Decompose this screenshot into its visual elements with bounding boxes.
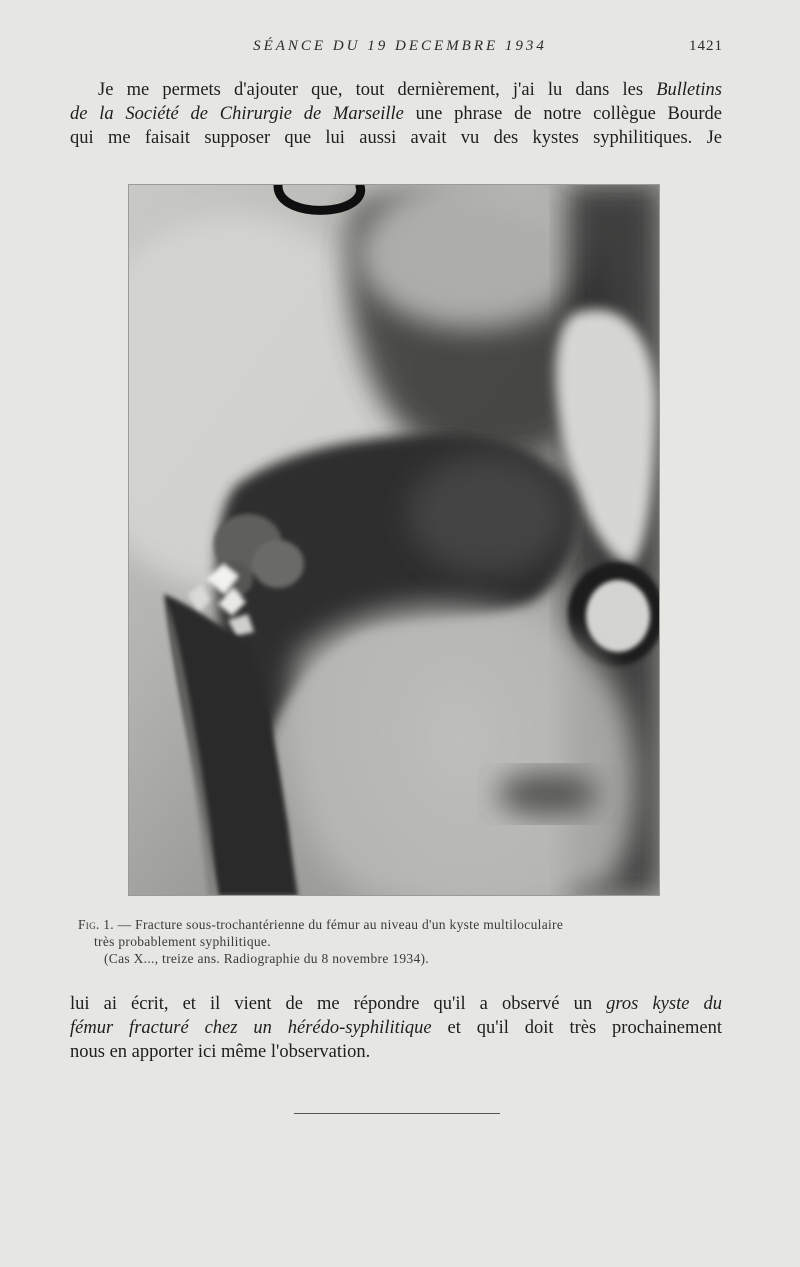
page-number: 1421 — [689, 38, 723, 54]
journal-title-part-2: de la Société de Chirurgie de Marseille — [70, 104, 404, 124]
intro-line-2 — [70, 102, 722, 126]
figure-caption — [78, 916, 722, 967]
figure-label: Fig. 1. — [78, 917, 114, 932]
intro-line-1 — [70, 78, 722, 102]
intro-text-2: une phrase de notre collègue Bourde — [403, 104, 722, 124]
intro-text-3: qui me faisait supposer que lui aussi avait vu des kystes syphilitiques. Je — [70, 128, 722, 148]
running-head: SÉANCE DU 19 DECEMBRE 1934 — [253, 38, 547, 54]
closing-line-3 — [70, 1040, 722, 1064]
closing-line-1 — [70, 992, 722, 1016]
caption-text-1: — Fracture sous-trochantérienne du fémur au niveau d'un kyste multiloculaire — [113, 917, 564, 932]
journal-title-part-1: Bulletins — [656, 80, 722, 100]
closing-text-3: nous en apporter ici même l'observation. — [70, 1042, 371, 1062]
page-header — [0, 38, 800, 58]
closing-text-2: et qu'il doit très prochainement — [431, 1018, 722, 1038]
caption-line-3: (Cas X..., treize ans. Radiographie du 8 novembre 1934). — [104, 951, 429, 966]
intro-paragraph — [70, 78, 722, 150]
closing-text-1: lui ai écrit, et il vient de me répondre qu'il a observé un — [70, 994, 607, 1014]
radiograph-image — [128, 184, 660, 896]
closing-italic-2: fémur fracturé chez un hérédo-syphilitique — [70, 1018, 432, 1038]
intro-text-1: Je me permets d'ajouter que, tout dernièrement, j'ai lu dans les — [98, 80, 657, 100]
intro-line-3 — [70, 126, 722, 150]
closing-paragraph — [70, 992, 722, 1064]
closing-line-2 — [70, 1016, 722, 1040]
closing-italic-1: gros kyste du — [606, 994, 722, 1014]
section-divider — [294, 1113, 500, 1114]
radiograph-figure — [128, 184, 660, 896]
caption-line-2: très probablement syphilitique. — [94, 934, 271, 949]
caption-line-1 — [78, 916, 722, 933]
